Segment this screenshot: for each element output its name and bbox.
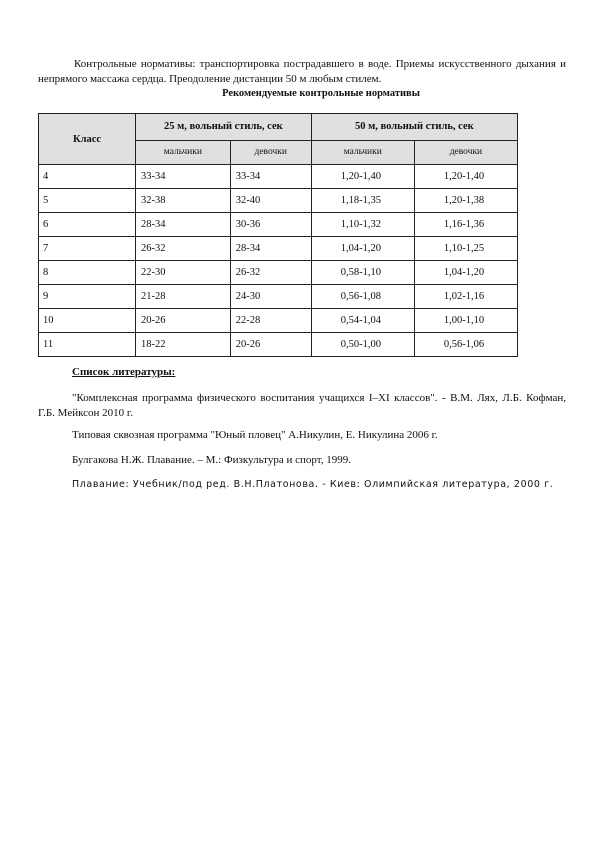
reference-item: Типовая сквозная программа "Юный пловец" А.Никулин, Е. Никулина 2006 г. <box>72 429 438 441</box>
girls-25m-cell: 20-26 <box>230 333 311 357</box>
table-title: Рекомендуемые контрольные нормативы <box>222 88 420 99</box>
table-row <box>39 285 518 309</box>
girls-25m-cell: 22-28 <box>230 309 311 333</box>
boys-50m-header: мальчики <box>311 140 414 164</box>
class-column-header: Класс <box>39 114 136 165</box>
girls-50m-cell: 1,20-1,38 <box>414 189 517 213</box>
girls-50m-cell: 1,20-1,40 <box>414 165 517 189</box>
boys-25m-cell: 26-32 <box>136 237 231 261</box>
girls-50m-cell: 1,00-1,10 <box>414 309 517 333</box>
girls-25m-cell: 24-30 <box>230 285 311 309</box>
girls-25m-header: девочки <box>230 140 311 164</box>
class-cell: 9 <box>39 285 136 309</box>
boys-25m-header: мальчики <box>136 140 231 164</box>
boys-25m-cell: 21-28 <box>136 285 231 309</box>
girls-25m-cell: 30-36 <box>230 213 311 237</box>
norms-table <box>38 113 518 357</box>
boys-25m-cell: 22-30 <box>136 261 231 285</box>
boys-50m-cell: 0,56-1,08 <box>311 285 414 309</box>
class-cell: 4 <box>39 165 136 189</box>
girls-50m-cell: 0,56-1,06 <box>414 333 517 357</box>
girls-25m-cell: 32-40 <box>230 189 311 213</box>
girls-50m-cell: 1,02-1,16 <box>414 285 517 309</box>
girls-50m-header: девочки <box>414 140 517 164</box>
boys-50m-cell: 1,18-1,35 <box>311 189 414 213</box>
boys-50m-cell: 0,58-1,10 <box>311 261 414 285</box>
boys-50m-cell: 1,20-1,40 <box>311 165 414 189</box>
table-row <box>39 309 518 333</box>
boys-25m-cell: 32-38 <box>136 189 231 213</box>
girls-50m-cell: 1,16-1,36 <box>414 213 517 237</box>
table-row <box>39 189 518 213</box>
group-25m-header: 25 м, вольный стиль, сек <box>136 114 312 141</box>
table-row <box>39 213 518 237</box>
reference-item: Плавание: Учебник/под ред. В.Н.Платонова. - Киев: Олимпийская литература, 2000 г. <box>72 479 554 490</box>
table-row <box>39 333 518 357</box>
table-header-row <box>39 114 518 141</box>
class-cell: 7 <box>39 237 136 261</box>
references-heading: Список литературы: <box>72 366 176 378</box>
boys-25m-cell: 18-22 <box>136 333 231 357</box>
table-row <box>39 237 518 261</box>
class-cell: 10 <box>39 309 136 333</box>
boys-50m-cell: 1,10-1,32 <box>311 213 414 237</box>
table-row <box>39 165 518 189</box>
boys-25m-cell: 28-34 <box>136 213 231 237</box>
reference-item: "Комплексная программа физического воспитания учащихся I–XI классов". - В.М. Лях, Л.Б. Кофман, Г.Б. Мейксон 2010 г. <box>38 392 566 419</box>
boys-50m-cell: 0,54-1,04 <box>311 309 414 333</box>
boys-25m-cell: 33-34 <box>136 165 231 189</box>
class-cell: 11 <box>39 333 136 357</box>
boys-25m-cell: 20-26 <box>136 309 231 333</box>
table-row <box>39 261 518 285</box>
class-cell: 8 <box>39 261 136 285</box>
group-50m-header: 50 м, вольный стиль, сек <box>311 114 517 141</box>
intro-paragraph: Контрольные нормативы: транспортировка пострадавшего в воде. Приемы искусственного дыхания и непрямого массажа сердца. Преодоление дистанции 50 м любым стилем. <box>38 58 566 85</box>
boys-50m-cell: 1,04-1,20 <box>311 237 414 261</box>
girls-25m-cell: 28-34 <box>230 237 311 261</box>
boys-50m-cell: 0,50-1,00 <box>311 333 414 357</box>
class-cell: 5 <box>39 189 136 213</box>
class-cell: 6 <box>39 213 136 237</box>
reference-item: Булгакова Н.Ж. Плавание. – М.: Физкультура и спорт, 1999. <box>72 454 351 466</box>
girls-50m-cell: 1,10-1,25 <box>414 237 517 261</box>
girls-50m-cell: 1,04-1,20 <box>414 261 517 285</box>
girls-25m-cell: 33-34 <box>230 165 311 189</box>
girls-25m-cell: 26-32 <box>230 261 311 285</box>
